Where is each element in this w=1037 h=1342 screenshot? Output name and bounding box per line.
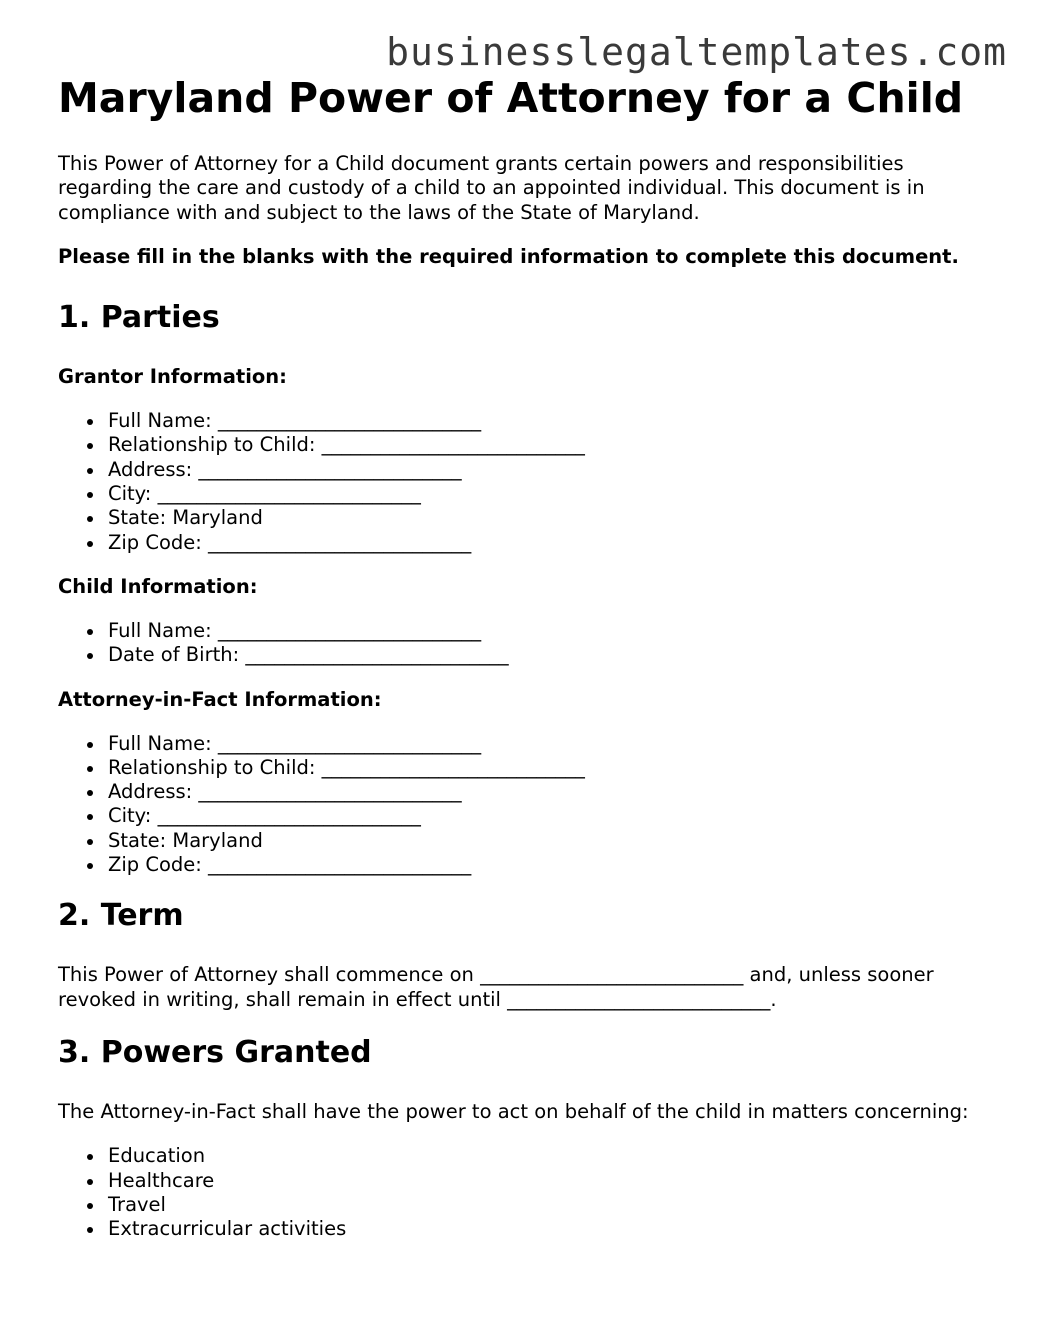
section-heading-parties: 1. Parties [58,300,220,336]
power-item: Education [58,1144,988,1168]
power-item: Travel [58,1193,988,1217]
grantor-relationship: Relationship to Child: ___________________________ [58,433,988,457]
grantor-zip: Zip Code: ___________________________ [58,531,988,555]
section-heading-powers: 3. Powers Granted [58,1034,372,1070]
term-paragraph: This Power of Attorney shall commence on ___________________________ and, unless sooner revoked in writing, shall remain in effect until ___________________________. [58,963,934,1011]
powers-list [58,1144,988,1241]
section-heading-term: 2. Term [58,898,184,934]
grantor-full-name: Full Name: ___________________________ [58,409,988,433]
grantor-city: City: ___________________________ [58,482,988,506]
document-title: Maryland Power of Attorney for a Child [58,74,964,122]
attorney-relationship: Relationship to Child: ___________________________ [58,756,988,780]
child-list [58,619,988,668]
document-page [58,72,988,1261]
grantor-address: Address: ___________________________ [58,458,988,482]
attorney-full-name: Full Name: ___________________________ [58,732,988,756]
grantor-list [58,409,988,555]
grantor-state: State: Maryland [58,506,988,530]
child-heading: Child Information: [58,574,258,598]
watermark: businesslegaltemplates.com [386,30,1007,74]
power-item: Extracurricular activities [58,1217,988,1241]
child-date-of-birth: Date of Birth: ___________________________ [58,643,988,667]
attorney-list [58,732,988,878]
grantor-heading: Grantor Information: [58,365,287,389]
attorney-state: State: Maryland [58,829,988,853]
attorney-address: Address: ___________________________ [58,780,988,804]
attorney-zip: Zip Code: ___________________________ [58,853,988,877]
powers-paragraph: The Attorney-in-Fact shall have the power to act on behalf of the child in matters concerning: [58,1099,969,1123]
instruction-paragraph: Please fill in the blanks with the required information to complete this document. [58,244,959,268]
attorney-heading: Attorney-in-Fact Information: [58,687,382,711]
child-full-name: Full Name: ___________________________ [58,619,988,643]
intro-paragraph: This Power of Attorney for a Child document grants certain powers and responsibilities regarding the care and custody of a child to an appointed individual. This document is in compliance with and subject to the laws of the State of Maryland. [58,152,925,224]
power-item: Healthcare [58,1169,988,1193]
attorney-city: City: ___________________________ [58,804,988,828]
